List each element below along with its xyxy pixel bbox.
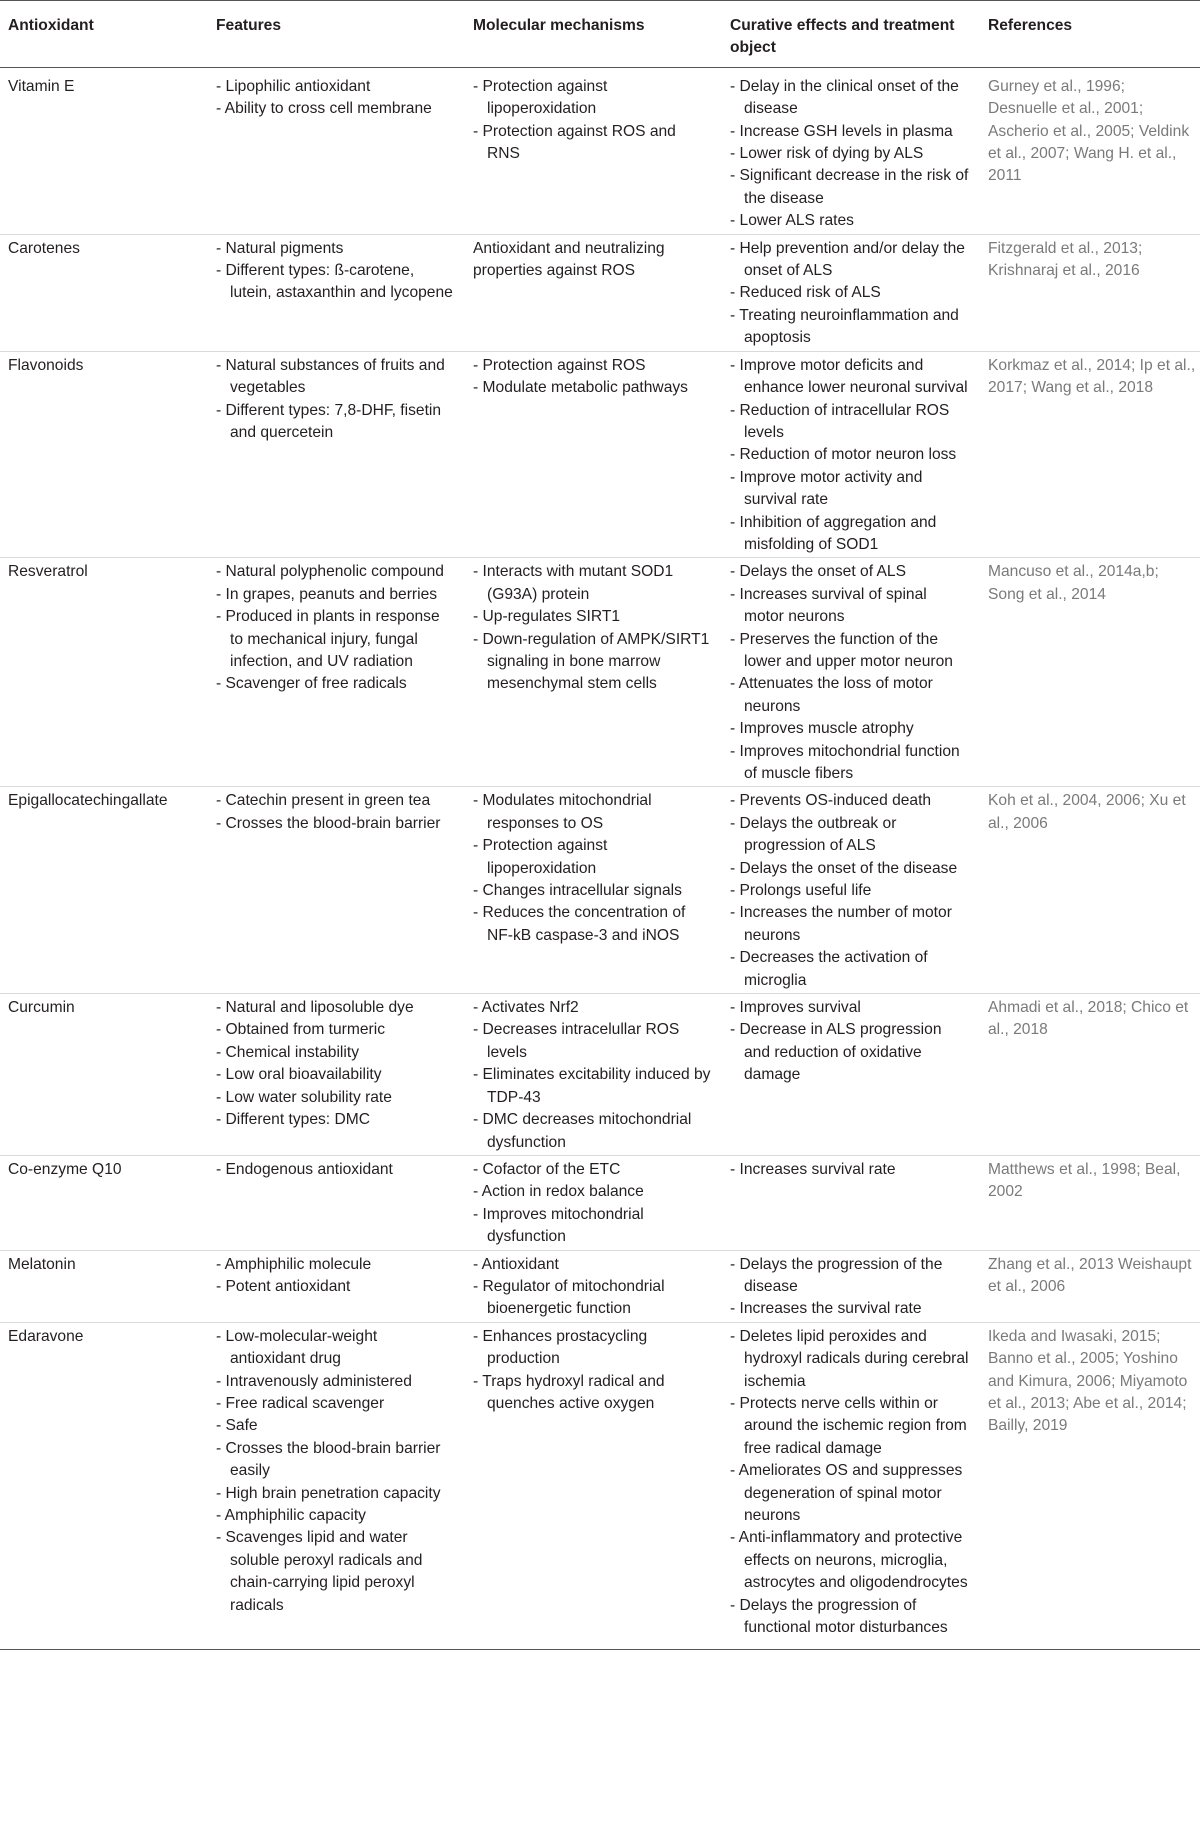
feature-item: - Safe bbox=[216, 1415, 455, 1437]
table-header bbox=[0, 1, 1200, 68]
mechanism-cell bbox=[465, 351, 722, 558]
mechanism-item: - Protection against ROS and RNS bbox=[473, 121, 712, 166]
feature-cell bbox=[208, 994, 465, 1156]
mechanism-item: - Modulate metabolic pathways bbox=[473, 377, 712, 399]
feature-list bbox=[216, 997, 455, 1131]
effect-item: - Preserves the function of the lower and upper motor neuron bbox=[730, 629, 970, 674]
references-cell: Matthews et al., 1998; Beal, 2002 bbox=[980, 1155, 1200, 1250]
references-cell: Ikeda and Iwasaki, 2015; Banno et al., 2005; Yoshino and Kimura, 2006; Miyamoto et al., 2013; Abe et al., 2014; Bailly, 2019 bbox=[980, 1322, 1200, 1650]
mechanism-item: - Reduces the concentration of NF-kB caspase-3 and iNOS bbox=[473, 902, 712, 947]
feature-item: - Amphiphilic molecule bbox=[216, 1254, 455, 1276]
effect-item: - Increases the number of motor neurons bbox=[730, 902, 970, 947]
feature-item: - Different types: 7,8-DHF, fisetin and quercetein bbox=[216, 400, 455, 445]
effect-cell bbox=[722, 1250, 980, 1322]
feature-item: - Free radical scavenger bbox=[216, 1393, 455, 1415]
mechanism-list bbox=[473, 790, 712, 947]
effect-item: - Anti-inflammatory and protective effects on neurons, microglia, astrocytes and oligodendrocytes bbox=[730, 1527, 970, 1594]
antioxidant-name: Edaravone bbox=[0, 1322, 208, 1650]
feature-item: - Natural and liposoluble dye bbox=[216, 997, 455, 1019]
effect-cell bbox=[722, 351, 980, 558]
effect-item: - Improves muscle atrophy bbox=[730, 718, 970, 740]
effect-cell bbox=[722, 558, 980, 787]
mechanism-item: - Enhances prostacycling production bbox=[473, 1326, 712, 1371]
effect-list bbox=[730, 76, 970, 233]
antioxidant-name: Curcumin bbox=[0, 994, 208, 1156]
effect-item: - Ameliorates OS and suppresses degeneration of spinal motor neurons bbox=[730, 1460, 970, 1527]
feature-list bbox=[216, 1159, 455, 1181]
feature-cell bbox=[208, 351, 465, 558]
effect-cell bbox=[722, 787, 980, 994]
feature-list bbox=[216, 561, 455, 695]
feature-item: - Natural polyphenolic compound bbox=[216, 561, 455, 583]
effect-list bbox=[730, 997, 970, 1087]
effect-item: - Increases the survival rate bbox=[730, 1298, 970, 1320]
antioxidant-name: Vitamin E bbox=[0, 67, 208, 234]
table-body bbox=[0, 67, 1200, 1650]
feature-item: - In grapes, peanuts and berries bbox=[216, 584, 455, 606]
antioxidant-name: Epigallocatechingallate bbox=[0, 787, 208, 994]
mechanism-item: - Modulates mitochondrial responses to OS bbox=[473, 790, 712, 835]
mechanism-item: - Protection against lipoperoxidation bbox=[473, 76, 712, 121]
feature-item: - Amphiphilic capacity bbox=[216, 1505, 455, 1527]
mechanism-item: - Action in redox balance bbox=[473, 1181, 712, 1203]
mechanism-item: Antioxidant and neutralizing properties against ROS bbox=[473, 239, 665, 280]
feature-item: - High brain penetration capacity bbox=[216, 1483, 455, 1505]
header-references: References bbox=[980, 1, 1200, 68]
mechanism-list bbox=[473, 1326, 712, 1416]
feature-list bbox=[216, 238, 455, 305]
antioxidant-name: Flavonoids bbox=[0, 351, 208, 558]
effect-item: - Attenuates the loss of motor neurons bbox=[730, 673, 970, 718]
references-cell: Zhang et al., 2013 Weishaupt et al., 2006 bbox=[980, 1250, 1200, 1322]
effect-item: - Reduction of motor neuron loss bbox=[730, 444, 970, 466]
mechanism-item: - Up-regulates SIRT1 bbox=[473, 606, 712, 628]
effect-item: - Delays the progression of the disease bbox=[730, 1254, 970, 1299]
effect-item: - Significant decrease in the risk of the disease bbox=[730, 165, 970, 210]
feature-cell bbox=[208, 1155, 465, 1250]
feature-item: - Potent antioxidant bbox=[216, 1276, 455, 1298]
effect-item: - Decrease in ALS progression and reduction of oxidative damage bbox=[730, 1019, 970, 1086]
mechanism-cell bbox=[465, 994, 722, 1156]
effect-item: - Improves mitochondrial function of muscle fibers bbox=[730, 741, 970, 786]
header-antioxidant: Antioxidant bbox=[0, 1, 208, 68]
feature-cell bbox=[208, 1250, 465, 1322]
mechanism-item: - Antioxidant bbox=[473, 1254, 712, 1276]
feature-item: - Different types: ß-carotene, lutein, astaxanthin and lycopene bbox=[216, 260, 455, 305]
feature-item: - Ability to cross cell membrane bbox=[216, 98, 455, 120]
mechanism-cell bbox=[465, 558, 722, 787]
feature-item: - Low water solubility rate bbox=[216, 1087, 455, 1109]
effect-item: - Delays the outbreak or progression of ALS bbox=[730, 813, 970, 858]
mechanism-list bbox=[473, 355, 712, 400]
mechanism-item: - Eliminates excitability induced by TDP-43 bbox=[473, 1064, 712, 1109]
effect-item: - Protects nerve cells within or around the ischemic region from free radical damage bbox=[730, 1393, 970, 1460]
feature-item: - Endogenous antioxidant bbox=[216, 1159, 455, 1181]
effect-cell bbox=[722, 994, 980, 1156]
feature-item: - Scavenger of free radicals bbox=[216, 673, 455, 695]
feature-item: - Crosses the blood-brain barrier bbox=[216, 813, 455, 835]
mechanism-cell bbox=[465, 1322, 722, 1650]
mechanism-item: - Changes intracellular signals bbox=[473, 880, 712, 902]
effect-item: - Increase GSH levels in plasma bbox=[730, 121, 970, 143]
feature-item: - Crosses the blood-brain barrier easily bbox=[216, 1438, 455, 1483]
mechanism-cell bbox=[465, 787, 722, 994]
mechanism-list bbox=[473, 76, 712, 166]
header-row bbox=[0, 1, 1200, 68]
feature-item: - Chemical instability bbox=[216, 1042, 455, 1064]
mechanism-item: - Regulator of mitochondrial bioenergetic function bbox=[473, 1276, 712, 1321]
effect-item: - Reduction of intracellular ROS levels bbox=[730, 400, 970, 445]
mechanism-list bbox=[473, 1159, 712, 1249]
effect-list bbox=[730, 790, 970, 992]
table-row bbox=[0, 1250, 1200, 1322]
antioxidant-name: Melatonin bbox=[0, 1250, 208, 1322]
table-row bbox=[0, 558, 1200, 787]
effect-list bbox=[730, 1254, 970, 1321]
mechanism-list bbox=[473, 997, 712, 1154]
antioxidant-name: Resveratrol bbox=[0, 558, 208, 787]
effect-list bbox=[730, 355, 970, 557]
table-row bbox=[0, 351, 1200, 558]
effect-item: - Lower ALS rates bbox=[730, 210, 970, 232]
references-cell: Ahmadi et al., 2018; Chico et al., 2018 bbox=[980, 994, 1200, 1156]
feature-item: - Low oral bioavailability bbox=[216, 1064, 455, 1086]
feature-item: - Produced in plants in response to mechanical injury, fungal infection, and UV radiation bbox=[216, 606, 455, 673]
table-row bbox=[0, 1322, 1200, 1650]
feature-item: - Scavenges lipid and water soluble peroxyl radicals and chain-carrying lipid peroxyl radicals bbox=[216, 1527, 455, 1617]
effect-item: - Reduced risk of ALS bbox=[730, 282, 970, 304]
header-molecular-mechanisms: Molecular mechanisms bbox=[465, 1, 722, 68]
effect-list bbox=[730, 238, 970, 350]
effect-cell bbox=[722, 1155, 980, 1250]
feature-item: - Catechin present in green tea bbox=[216, 790, 455, 812]
effect-item: - Improve motor activity and survival rate bbox=[730, 467, 970, 512]
feature-item: - Lipophilic antioxidant bbox=[216, 76, 455, 98]
mechanism-item: - Interacts with mutant SOD1 (G93A) protein bbox=[473, 561, 712, 606]
effect-item: - Prolongs useful life bbox=[730, 880, 970, 902]
effect-item: - Help prevention and/or delay the onset of ALS bbox=[730, 238, 970, 283]
effect-item: - Treating neuroinflammation and apoptosis bbox=[730, 305, 970, 350]
references-cell: Koh et al., 2004, 2006; Xu et al., 2006 bbox=[980, 787, 1200, 994]
effect-list bbox=[730, 1326, 970, 1640]
header-features: Features bbox=[208, 1, 465, 68]
mechanism-item: - DMC decreases mitochondrial dysfunction bbox=[473, 1109, 712, 1154]
table-row bbox=[0, 1155, 1200, 1250]
effect-item: - Increases survival of spinal motor neurons bbox=[730, 584, 970, 629]
feature-cell bbox=[208, 67, 465, 234]
feature-list bbox=[216, 790, 455, 835]
references-cell: Fitzgerald et al., 2013; Krishnaraj et al., 2016 bbox=[980, 234, 1200, 351]
effect-cell bbox=[722, 67, 980, 234]
mechanism-item: - Decreases intracelullar ROS levels bbox=[473, 1019, 712, 1064]
feature-list bbox=[216, 1254, 455, 1299]
references-cell: Gurney et al., 1996; Desnuelle et al., 2001; Ascherio et al., 2005; Veldink et al., 2007; Wang H. et al., 2011 bbox=[980, 67, 1200, 234]
effect-item: - Improves survival bbox=[730, 997, 970, 1019]
mechanism-list bbox=[473, 561, 712, 695]
mechanism-cell bbox=[465, 234, 722, 351]
mechanism-item: - Protection against ROS bbox=[473, 355, 712, 377]
mechanism-item: - Activates Nrf2 bbox=[473, 997, 712, 1019]
effect-item: - Decreases the activation of microglia bbox=[730, 947, 970, 992]
effect-item: - Increases survival rate bbox=[730, 1159, 970, 1181]
feature-cell bbox=[208, 787, 465, 994]
header-curative-effects: Curative effects and treatment object bbox=[722, 1, 980, 68]
feature-item: - Obtained from turmeric bbox=[216, 1019, 455, 1041]
feature-item: - Different types: DMC bbox=[216, 1109, 455, 1131]
references-cell: Mancuso et al., 2014a,b; Song et al., 2014 bbox=[980, 558, 1200, 787]
mechanism-cell bbox=[465, 1250, 722, 1322]
feature-item: - Intravenously administered bbox=[216, 1371, 455, 1393]
mechanism-item: - Protection against lipoperoxidation bbox=[473, 835, 712, 880]
effect-item: - Prevents OS-induced death bbox=[730, 790, 970, 812]
mechanism-item: - Down-regulation of AMPK/SIRT1 signaling in bone marrow mesenchymal stem cells bbox=[473, 629, 712, 696]
mechanism-item: - Improves mitochondrial dysfunction bbox=[473, 1204, 712, 1249]
effect-item: - Deletes lipid peroxides and hydroxyl radicals during cerebral ischemia bbox=[730, 1326, 970, 1393]
feature-item: - Low-molecular-weight antioxidant drug bbox=[216, 1326, 455, 1371]
mechanism-cell bbox=[465, 1155, 722, 1250]
effect-list bbox=[730, 561, 970, 785]
references-cell: Korkmaz et al., 2014; Ip et al., 2017; Wang et al., 2018 bbox=[980, 351, 1200, 558]
table-row bbox=[0, 234, 1200, 351]
effect-item: - Delays the onset of ALS bbox=[730, 561, 970, 583]
feature-list bbox=[216, 1326, 455, 1617]
mechanism-list bbox=[473, 1254, 712, 1321]
effect-item: - Improve motor deficits and enhance lower neuronal survival bbox=[730, 355, 970, 400]
effect-item: - Delay in the clinical onset of the disease bbox=[730, 76, 970, 121]
feature-cell bbox=[208, 558, 465, 787]
feature-cell bbox=[208, 1322, 465, 1650]
table-row bbox=[0, 994, 1200, 1156]
table-row bbox=[0, 67, 1200, 234]
mechanism-cell bbox=[465, 67, 722, 234]
effect-cell bbox=[722, 234, 980, 351]
effect-cell bbox=[722, 1322, 980, 1650]
feature-item: - Natural pigments bbox=[216, 238, 455, 260]
feature-list bbox=[216, 76, 455, 121]
feature-cell bbox=[208, 234, 465, 351]
mechanism-item: - Traps hydroxyl radical and quenches active oxygen bbox=[473, 1371, 712, 1416]
feature-item: - Natural substances of fruits and vegetables bbox=[216, 355, 455, 400]
mechanism-item: - Cofactor of the ETC bbox=[473, 1159, 712, 1181]
effect-item: - Inhibition of aggregation and misfolding of SOD1 bbox=[730, 512, 970, 557]
table-row bbox=[0, 787, 1200, 994]
effect-item: - Delays the onset of the disease bbox=[730, 858, 970, 880]
antioxidant-name: Carotenes bbox=[0, 234, 208, 351]
effect-list bbox=[730, 1159, 970, 1181]
effect-item: - Delays the progression of functional motor disturbances bbox=[730, 1595, 970, 1640]
feature-list bbox=[216, 355, 455, 445]
effect-item: - Lower risk of dying by ALS bbox=[730, 143, 970, 165]
antioxidant-name: Co-enzyme Q10 bbox=[0, 1155, 208, 1250]
